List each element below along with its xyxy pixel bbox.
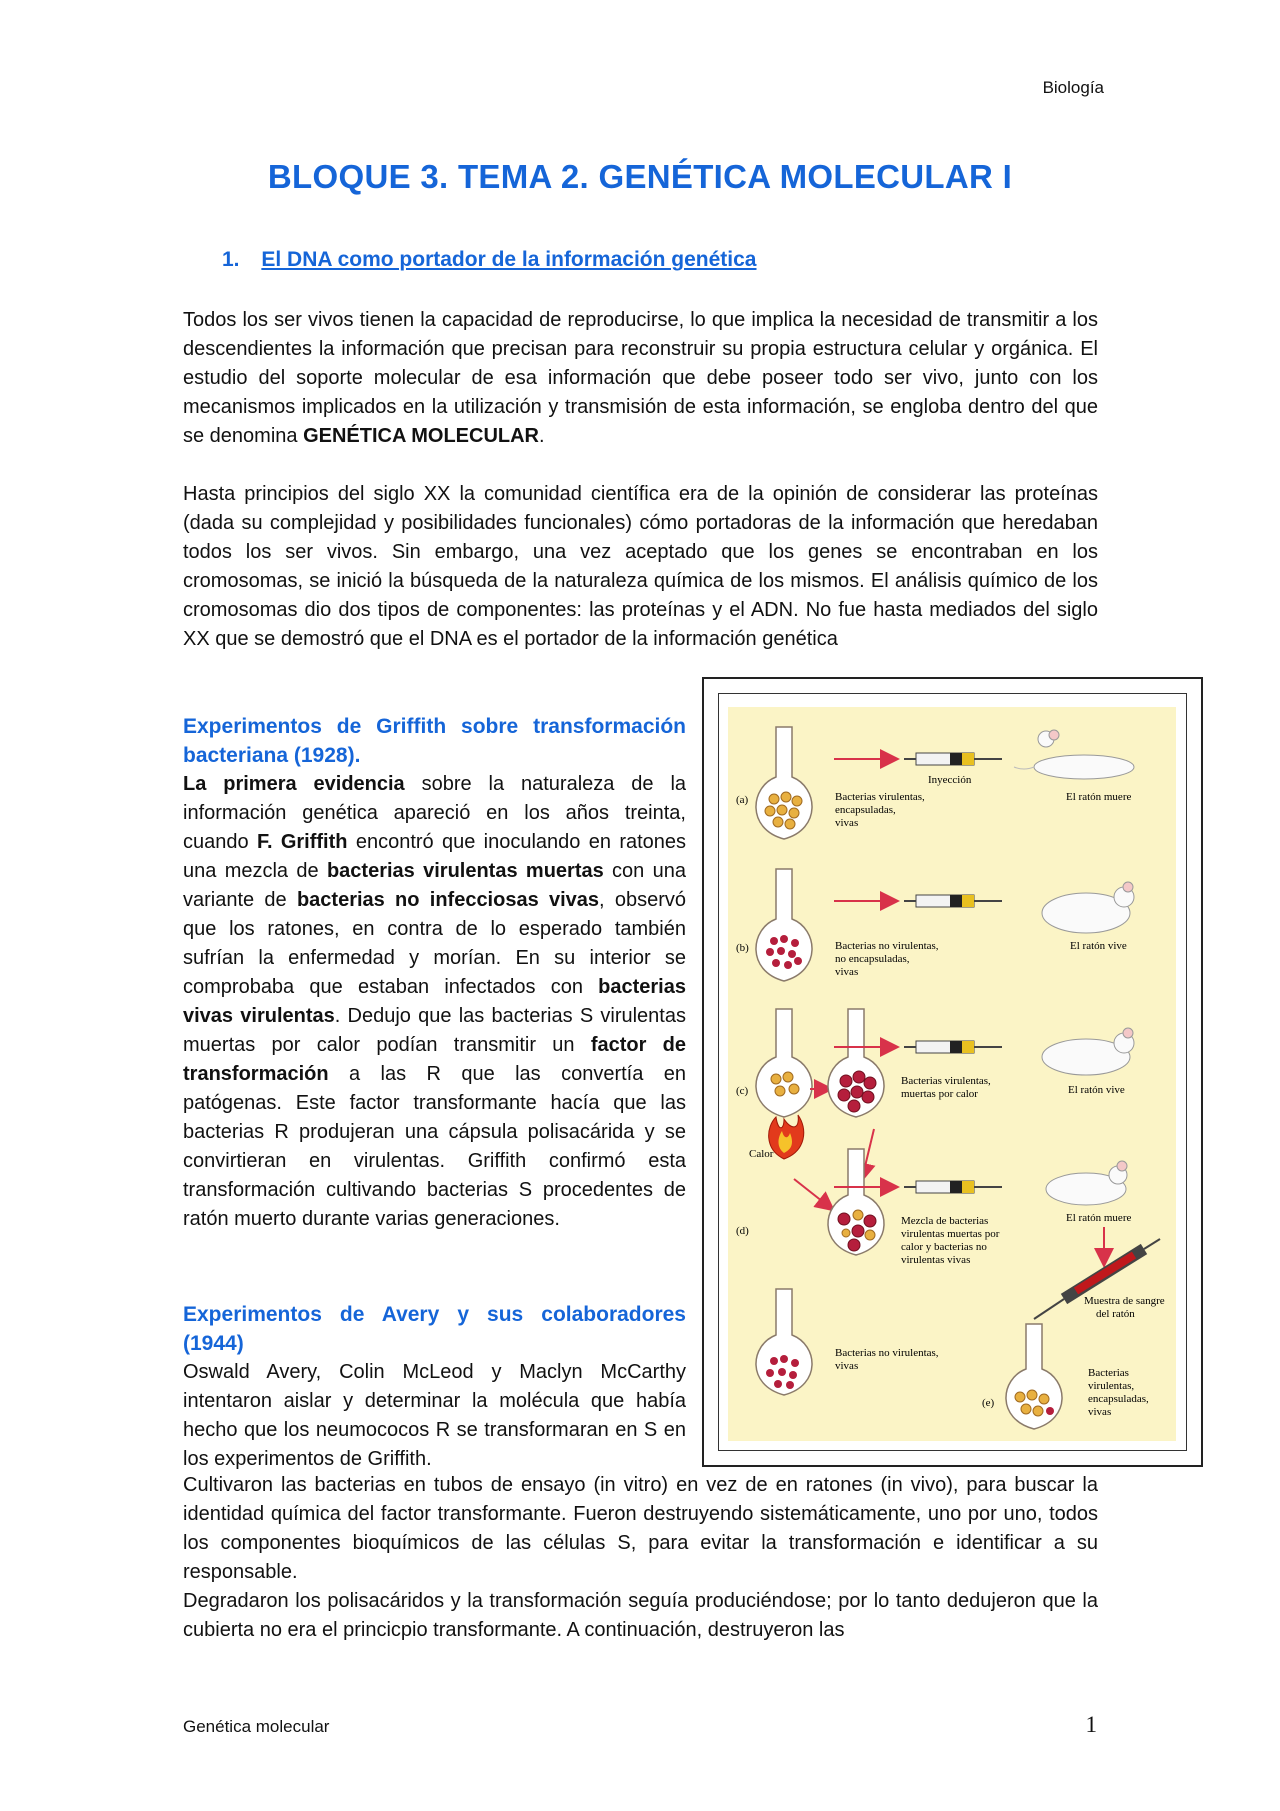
section-title: El DNA como portador de la información genética bbox=[261, 248, 757, 271]
b-bacteria-1: Bacterias no virulentas, bbox=[835, 940, 939, 952]
d-mix-1: Mezcla de bacterias bbox=[901, 1215, 989, 1227]
griffith-bold-4: bacterias no infecciosas vivas bbox=[296, 889, 600, 911]
syringe-a bbox=[904, 753, 1002, 765]
a-bacteria-3: vivas bbox=[835, 817, 859, 829]
intro-bold-term: GENÉTICA MOLECULAR bbox=[303, 425, 539, 447]
avery-section bbox=[183, 1300, 686, 1474]
d-mix-2: virulentas muertas por bbox=[901, 1228, 1000, 1240]
d-mix-4: virulentas vivas bbox=[901, 1254, 971, 1266]
e-right-3: encapsuladas, bbox=[1088, 1393, 1149, 1405]
syringe-c bbox=[904, 1041, 1002, 1053]
arrow-d-left bbox=[794, 1179, 832, 1209]
intro-end: . bbox=[539, 425, 545, 447]
flask-c-heated bbox=[756, 1009, 812, 1117]
b-result: El ratón vive bbox=[1070, 940, 1127, 952]
intro-text: Todos los ser vivos tienen la capacidad de reproducirse, lo que implica la necesidad de transmitir a los descendientes la información que precisan para reconstruir su propia estructura celular y orgánica. El estudio del soporte molecular de esa información que debe poseer todo ser vivo, junto con los mecanismos implicados en la utilización y transmisión de esta información, se engloba dentro del que se denomina bbox=[183, 309, 1098, 447]
label-b: (b) bbox=[736, 942, 749, 954]
griffith-paragraph bbox=[183, 770, 686, 1234]
griffith-section bbox=[183, 712, 686, 1234]
e-left-2: vivas bbox=[835, 1360, 859, 1372]
flask-c-killed bbox=[828, 1009, 884, 1117]
syringe-blood bbox=[1034, 1239, 1160, 1319]
flask-b bbox=[756, 869, 812, 981]
e-right-1: Bacterias bbox=[1088, 1367, 1129, 1379]
griffith-bold-1: La primera evidencia bbox=[183, 773, 405, 795]
flask-e-left bbox=[756, 1289, 812, 1395]
d-mix-3: calor y bacterias no bbox=[901, 1241, 987, 1253]
b-bacteria-3: vivas bbox=[835, 966, 859, 978]
avery-paragraph-3: Degradaron los polisacáridos y la transformación seguía produciéndose; por lo tanto dedujeron que la cubierta no era el princicpio transformante. A continuación, destruyeron las bbox=[183, 1590, 1098, 1641]
mouse-alive-c bbox=[1042, 1028, 1134, 1075]
label-a: (a) bbox=[736, 794, 749, 806]
c-bacteria-2: muertas por calor bbox=[901, 1088, 978, 1100]
e-right-4: vivas bbox=[1088, 1406, 1112, 1418]
griffith-bold-3: bacterias virulentas muertas bbox=[326, 860, 604, 882]
a-bacteria-1: Bacterias virulentas, bbox=[835, 791, 925, 803]
griffith-text-3: con una variante de bbox=[183, 860, 686, 911]
avery-paragraph-1: Oswald Avery, Colin McLeod y Maclyn McCarthy intentaron aislar y determinar la molécula que había hecho que los neumococos R se transformaran en S en los experimentos de Griffith. bbox=[183, 1361, 686, 1470]
griffith-heading: Experimentos de Griffith sobre transformación bacteriana (1928). bbox=[183, 715, 686, 767]
section-number: 1. bbox=[222, 248, 240, 271]
page-number: 1 bbox=[1085, 1712, 1097, 1737]
avery-heading: Experimentos de Avery y sus colaboradores (1944) bbox=[183, 1303, 686, 1355]
griffith-figure bbox=[702, 677, 1203, 1467]
syringe-b bbox=[904, 895, 1002, 907]
header-subject: Biología bbox=[1042, 78, 1104, 97]
syringe-d bbox=[904, 1181, 1002, 1193]
griffith-text-5: . Dedujo que las bacterias S virulentas muertas por calor podían transmitir un bbox=[183, 1005, 686, 1056]
label-d: (d) bbox=[736, 1225, 749, 1237]
label-e: (e) bbox=[982, 1397, 995, 1409]
c-bacteria-1: Bacterias virulentas, bbox=[901, 1075, 991, 1087]
griffith-text-4: , observó que los ratones, en contra de lo esperado también sufrían la enfermedad y morían. En su interior se comprobaba que estaban infectados con bbox=[183, 889, 687, 998]
griffith-text-2: encontró que inoculando en ratones una mezcla de bbox=[183, 831, 687, 882]
avery-paragraph-2: Cultivaron las bacterias en tubos de ensayo (in vitro) en vez de en ratones (in vivo), para buscar la identidad química del factor transformante. Fueron destruyendo sistemáticamente, uno por uno, todos los componentes bioquímicos de las células S, para evitar la transformación e identificar a su responsable. bbox=[183, 1474, 1098, 1583]
intro-paragraph-2: Hasta principios del siglo XX la comunidad científica era de la opinión de considerar las proteínas (dada su complejidad y posibilidades funcionales) cómo portadoras de la información que heredaban todos los ser vivos. Sin embargo, una vez aceptado que los genes se encontraban en los cromosomas, se inició la búsqueda de la naturaleza química de los mismos. El análisis químico de los cromosomas dio dos tipos de componentes: las proteínas y el ADN. No fue hasta mediados del siglo XX que se demostró que el DNA es el portador de la información genética bbox=[183, 483, 1098, 650]
griffith-text-6: a las R que las convertía en patógenas. Este factor transformante hacía que las bacterias R produjeran una cápsula polisacárida y se convirtieran en virulentas. Griffith confirmó esta transformación cultivando bacterias S procedentes de ratón muerto durante varias generaciones. bbox=[183, 1063, 686, 1230]
flask-a bbox=[756, 727, 812, 839]
section-heading bbox=[222, 248, 757, 272]
intro-paragraph-1 bbox=[183, 306, 1098, 451]
flask-d bbox=[828, 1149, 884, 1255]
griffith-bold-6: factor de transformación bbox=[183, 1034, 686, 1085]
mouse-alive-b bbox=[1042, 882, 1134, 933]
blood-2: del ratón bbox=[1096, 1308, 1135, 1320]
d-result: El ratón muere bbox=[1066, 1212, 1132, 1224]
flask-e-right bbox=[1006, 1324, 1062, 1429]
footer-title: Genética molecular bbox=[183, 1717, 330, 1736]
c-result: El ratón vive bbox=[1068, 1084, 1125, 1096]
figure-illustration bbox=[704, 679, 1205, 1469]
a-bacteria-2: encapsuladas, bbox=[835, 804, 896, 816]
griffith-bold-5: bacterias vivas virulentas bbox=[183, 976, 686, 1027]
heat-label: Calor bbox=[749, 1148, 774, 1160]
injection-label: Inyección bbox=[928, 774, 972, 786]
mouse-dead-a bbox=[1014, 730, 1134, 779]
mouse-dead-d bbox=[1046, 1161, 1127, 1205]
e-right-2: virulentas, bbox=[1088, 1380, 1135, 1392]
page-title: BLOQUE 3. TEMA 2. GENÉTICA MOLECULAR I bbox=[267, 158, 1013, 195]
griffith-bold-2: F. Griffith bbox=[256, 831, 348, 853]
blood-1: Muestra de sangre bbox=[1084, 1295, 1165, 1307]
a-result: El ratón muere bbox=[1066, 791, 1132, 803]
griffith-text-1: sobre la naturaleza de la información genética apareció en los años treinta, cuando bbox=[183, 773, 687, 853]
b-bacteria-2: no encapsuladas, bbox=[835, 953, 910, 965]
label-c: (c) bbox=[736, 1085, 749, 1097]
flame-icon bbox=[769, 1115, 804, 1159]
e-left-1: Bacterias no virulentas, bbox=[835, 1347, 939, 1359]
